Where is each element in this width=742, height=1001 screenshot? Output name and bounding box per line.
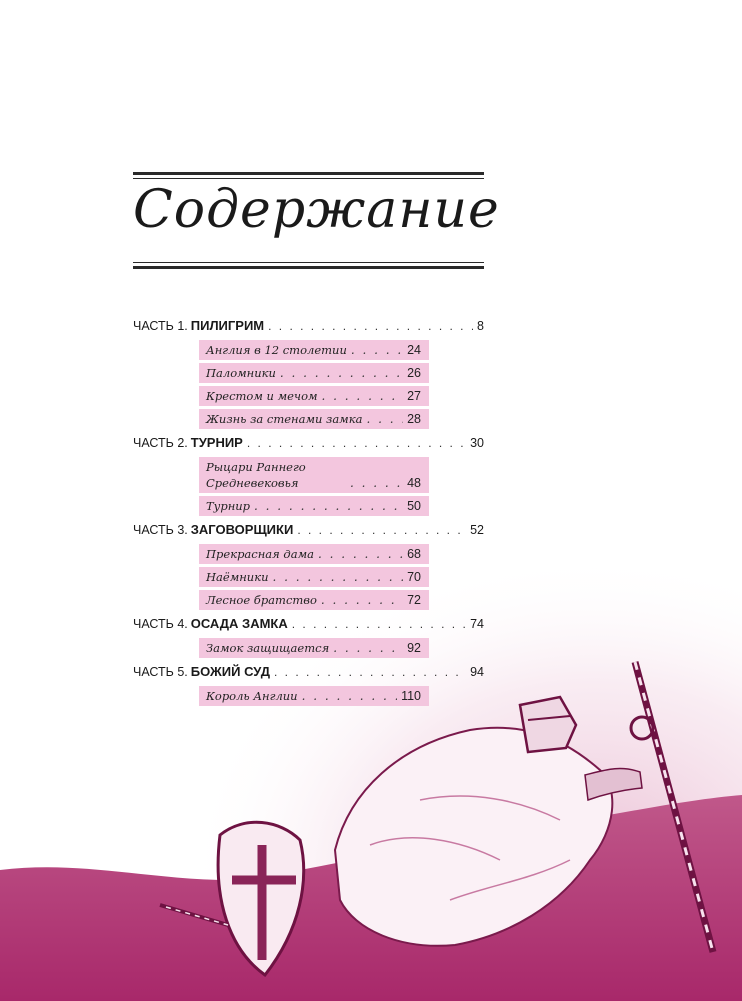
part-name: БОЖИЙ СУД (190, 664, 270, 679)
page-number: 74 (470, 617, 484, 631)
part-label: ЧАСТЬ 1. (133, 319, 188, 333)
dot-leader (274, 665, 466, 679)
dot-leader (302, 688, 397, 704)
toc-section[interactable] (199, 567, 429, 587)
toc-part[interactable] (133, 522, 484, 544)
section-title: Турнир (206, 499, 251, 513)
page-number: 26 (407, 366, 421, 380)
toc-section[interactable] (199, 686, 429, 706)
dot-leader (254, 498, 403, 514)
part-label: ЧАСТЬ 5. (133, 665, 188, 679)
toc-part[interactable] (133, 664, 484, 686)
title-rule-bottom-thin (133, 262, 484, 263)
page-number: 72 (407, 593, 421, 607)
dot-leader (318, 546, 403, 562)
page-title: Содержание (133, 180, 500, 240)
section-title: Крестом и мечом (206, 389, 318, 403)
toc-section[interactable] (199, 340, 429, 360)
dot-leader (280, 365, 403, 381)
toc-section[interactable] (199, 496, 429, 516)
section-title: Наёмники (206, 570, 269, 584)
section-title: Король Англии (206, 689, 298, 703)
title-rule-top (133, 172, 484, 175)
part-label: ЧАСТЬ 2. (133, 436, 188, 450)
toc-section[interactable] (199, 590, 429, 610)
section-list (199, 544, 429, 610)
toc-section[interactable] (199, 638, 429, 658)
toc-section[interactable] (199, 386, 429, 406)
dot-leader (321, 592, 403, 608)
part-label: ЧАСТЬ 3. (133, 523, 188, 537)
part-name: ОСАДА ЗАМКА (190, 616, 288, 631)
section-list (199, 686, 429, 706)
dot-leader (350, 475, 403, 491)
section-list (199, 457, 429, 516)
toc-section[interactable] (199, 363, 429, 383)
toc-section[interactable] (199, 409, 429, 429)
page-number: 94 (470, 665, 484, 679)
part-name: ПИЛИГРИМ (190, 318, 265, 333)
dot-leader (351, 342, 403, 358)
section-list (199, 638, 429, 658)
toc-part[interactable] (133, 318, 484, 340)
page-number: 28 (407, 412, 421, 426)
dot-leader (292, 617, 466, 631)
section-title: Жизнь за стенами замка (206, 412, 363, 426)
page-number: 92 (407, 641, 421, 655)
section-title: Паломники (206, 366, 276, 380)
dot-leader (333, 640, 403, 656)
dot-leader (268, 319, 473, 333)
section-title: Лесное братство (206, 593, 317, 607)
part-name: ТУРНИР (190, 435, 243, 450)
page-number: 30 (470, 436, 484, 450)
page-number: 27 (407, 389, 421, 403)
toc-part[interactable] (133, 435, 484, 457)
title-rule-top-thin (133, 178, 484, 179)
dot-leader (247, 436, 466, 450)
section-list (199, 340, 429, 429)
table-of-contents (133, 318, 484, 712)
toc-part[interactable] (133, 616, 484, 638)
section-title: Англия в 12 столетии (206, 343, 347, 357)
dot-leader (322, 388, 404, 404)
page-number: 50 (407, 499, 421, 513)
toc-section[interactable] (199, 544, 429, 564)
dot-leader (366, 411, 403, 427)
dot-leader (272, 569, 403, 585)
title-rule-bottom (133, 266, 484, 269)
toc-section[interactable] (199, 457, 429, 493)
part-name: ЗАГОВОРЩИКИ (190, 522, 294, 537)
page-number: 52 (470, 523, 484, 537)
page-number: 48 (407, 476, 421, 490)
section-title: Прекрасная дама (206, 547, 314, 561)
section-title: Замок защищается (206, 641, 330, 655)
page-number: 110 (401, 689, 421, 703)
part-label: ЧАСТЬ 4. (133, 617, 188, 631)
dot-leader (297, 523, 466, 537)
page-number: 70 (407, 570, 421, 584)
page-number: 8 (477, 319, 484, 333)
page-number: 68 (407, 547, 421, 561)
page-number: 24 (407, 343, 421, 357)
section-title: Рыцари Раннего Средневековья (206, 460, 306, 490)
